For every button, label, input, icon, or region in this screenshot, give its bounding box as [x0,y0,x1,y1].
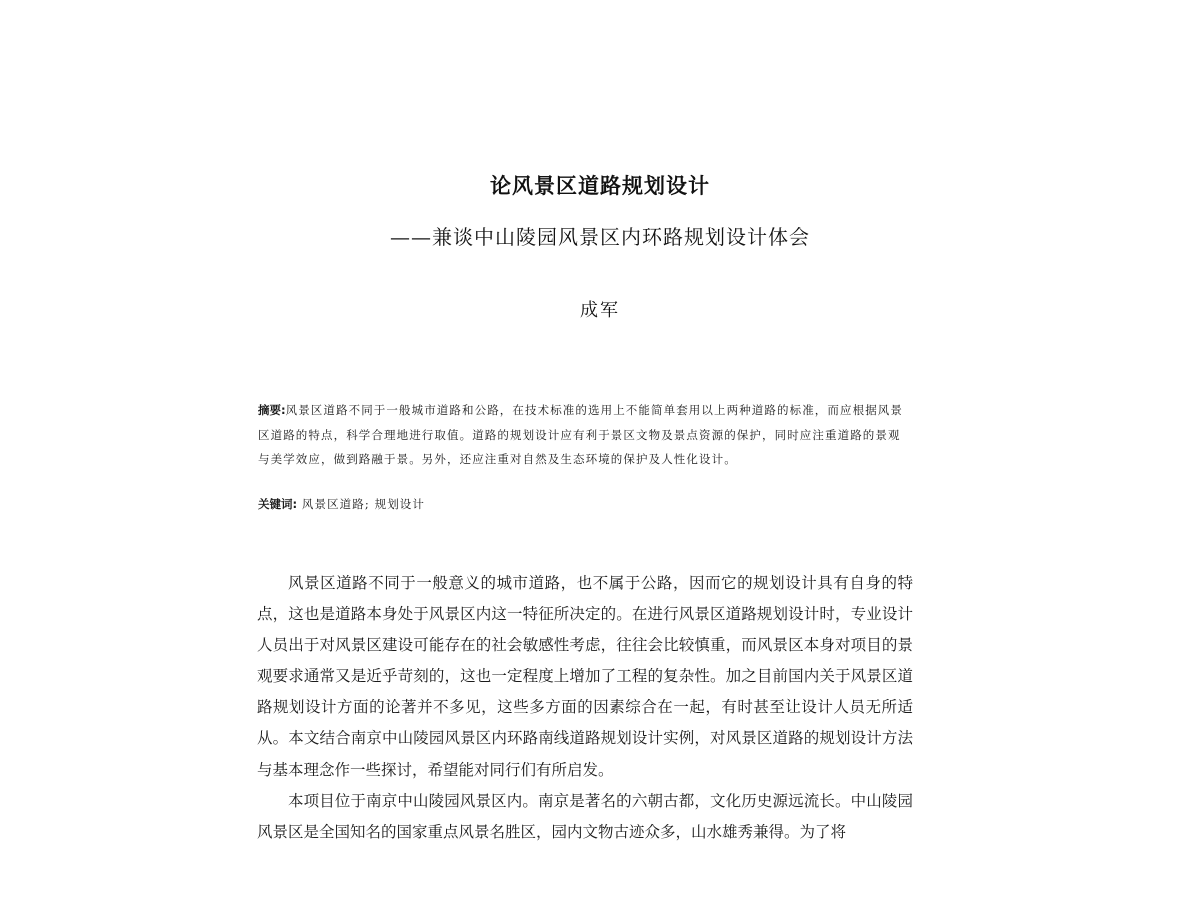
abstract-text: 风景区道路不同于一般城市道路和公路，在技术标准的选用上不能简单套用以上两种道路的标准，而应根据风景区道路的特点，科学合理地进行取值。道路的规划设计应有利于景区文物及景点资源的保护，同时应注重道路的景观与美学效应，做到路融于景。另外，还应注重对自然及生态环境的保护及人性化设计。 [258,403,904,466]
abstract [258,398,913,472]
body-paragraph-1: 风景区道路不同于一般意义的城市道路，也不属于公路，因而它的规划设计具有自身的特点，这也是道路本身处于风景区内这一特征所决定的。在进行风景区道路规划设计时，专业设计人员出于对风景区建设可能存在的社会敏感性考虑，往往会比较慎重，而风景区本身对项目的景观要求通常又是近乎苛刻的，这也一定程度上增加了工程的复杂性。加之目前国内关于风景区道路规划设计方面的论著并不多见，这些多方面的因素综合在一起，有时甚至让设计人员无所适从。本文结合南京中山陵园风景区内环路南线道路规划设计实例，对风景区道路的规划设计方法与基本理念作一些探讨，希望能对同行们有所启发。 [257,574,913,779]
paper-subtitle: ——兼谈中山陵园风景区内环路规划设计体会 [390,225,810,249]
paper-author: 成军 [580,300,620,321]
body-paragraph-2: 本项目位于南京中山陵园风景区内。南京是著名的六朝古都，文化历史源远流长。中山陵园风景区是全国知名的国家重点风景名胜区，园内文物古迹众多，山水雄秀兼得。为了将 [257,791,913,841]
body-text [257,568,913,848]
keywords-text: 风景区道路; 规划设计 [301,497,426,511]
abstract-label: 摘要: [258,403,286,417]
keywords-label: 关键词: [258,497,298,511]
keywords [258,494,913,514]
paper-title: 论风景区道路规划设计 [490,174,710,198]
